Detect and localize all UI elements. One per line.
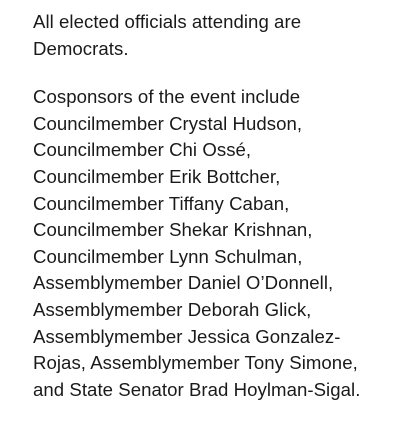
text-line: Councilmember Shekar Krishnan,	[33, 219, 313, 241]
text-line: Assemblymember Jessica Gonzalez-	[33, 325, 341, 347]
text-line: Cosponsors of the event include	[33, 86, 301, 108]
text-line: Democrats.	[33, 37, 129, 59]
text-line: Assemblymember Daniel O’Donnell,	[33, 272, 334, 294]
text-line: Rojas, Assemblymember Tony Simone,	[33, 352, 358, 374]
text-line: and State Senator Brad Hoylman-Sigal.	[33, 378, 361, 400]
text-line: Councilmember Erik Bottcher,	[33, 165, 281, 187]
paragraph-cosponsors	[33, 84, 409, 403]
text-line: Councilmember Lynn Schulman,	[33, 245, 303, 267]
paragraph-officials-party	[33, 9, 409, 62]
text-line: Councilmember Chi Ossé,	[33, 139, 252, 161]
article-body	[33, 9, 409, 403]
text-line: All elected officials attending are	[33, 11, 302, 32]
text-line: Councilmember Tiffany Caban,	[33, 192, 290, 214]
text-line: Councilmember Crystal Hudson,	[33, 112, 303, 134]
text-line: Assemblymember Deborah Glick,	[33, 298, 312, 320]
